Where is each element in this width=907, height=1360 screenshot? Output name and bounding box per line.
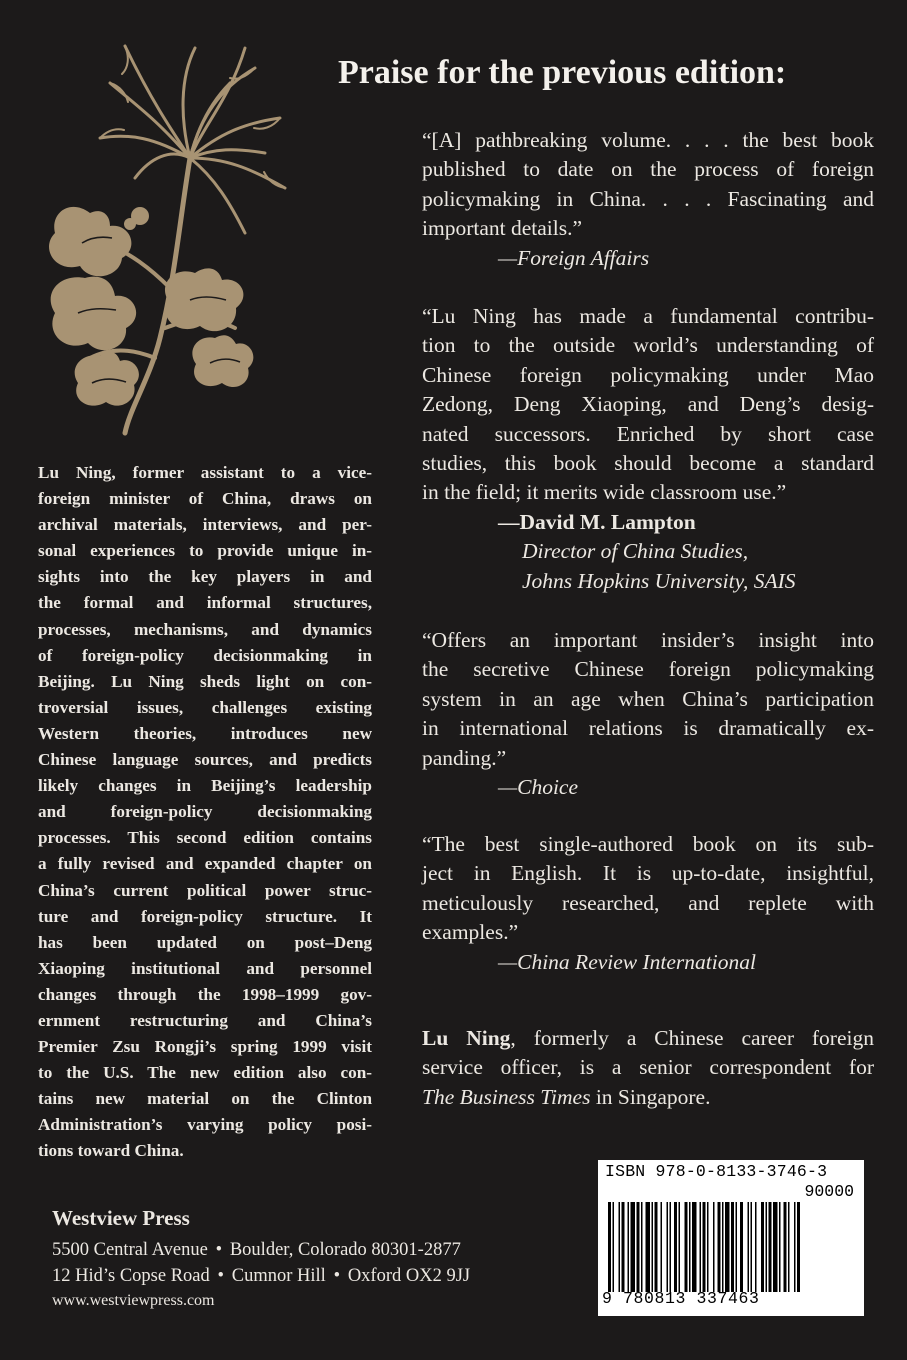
description-line: Chinese language sources, and predicts — [38, 750, 372, 770]
review-quote-foreign-affairs — [422, 126, 874, 273]
barcode-bar — [718, 1202, 721, 1292]
description-line: and foreign-policy decisionmaking — [38, 802, 372, 822]
quote-line: in international relations is dramatically ex- — [422, 716, 874, 741]
review-quote-lampton — [422, 302, 874, 596]
isbn-text: ISBN 978-0-8133-3746-3 — [605, 1162, 828, 1181]
bullet-separator: • — [215, 1240, 223, 1260]
address-city: Boulder, Colorado 80301-2877 — [229, 1240, 461, 1260]
quote-line: examples.” — [422, 920, 519, 945]
description-line: tions toward China. — [38, 1141, 184, 1161]
publisher-website: www.westviewpress.com — [52, 1292, 215, 1309]
quote-attribution: —Foreign Affairs — [498, 245, 650, 270]
quote-line: Chinese foreign policymaking under Mao — [422, 362, 874, 387]
author-name: Lu Ning — [422, 1026, 511, 1050]
description-line: ture and foreign-policy structure. It — [38, 906, 372, 926]
description-line: a fully revised and expanded chapter on — [38, 854, 372, 874]
description-line: Xiaoping institutional and personnel — [38, 958, 372, 978]
barcode-bar — [779, 1202, 781, 1292]
barcode-bar — [608, 1202, 611, 1292]
description-line: Administration’s varying policy posi- — [38, 1115, 372, 1135]
barcode-bar — [703, 1202, 706, 1292]
quote-line: panding.” — [422, 745, 507, 770]
barcode-bar — [619, 1202, 621, 1292]
quote-line: “The best single-authored book on its sub- — [422, 832, 874, 856]
bio-text: , formerly a Chinese career foreign — [510, 1026, 874, 1050]
bio-line — [422, 1024, 874, 1053]
description-line: foreign minister of China, draws on — [38, 489, 372, 509]
description-line: ernment restructuring and China’s — [38, 1010, 372, 1030]
quote-attribution: —Choice — [498, 775, 579, 800]
description-line: archival materials, interviews, and per- — [38, 515, 372, 535]
description-line: sonal experiences to provide unique in- — [38, 541, 372, 561]
barcode-bar — [725, 1202, 730, 1292]
barcode-bar — [670, 1202, 672, 1292]
description-line: China’s current political power struc- — [38, 880, 372, 900]
praise-heading: Praise for the previous edition: — [338, 54, 787, 91]
barcode-bar — [631, 1202, 636, 1292]
review-quote-china-review — [422, 830, 874, 977]
review-quote-choice — [422, 626, 874, 802]
description-line: Beijing. Lu Ning sheds light on con- — [38, 671, 372, 691]
quote-attribution: —China Review International — [498, 949, 756, 974]
barcode-bar — [700, 1202, 702, 1292]
barcode-bar — [751, 1202, 753, 1292]
barcode-bar — [646, 1202, 651, 1292]
barcode-bar — [685, 1202, 688, 1292]
barcode-bar — [707, 1202, 709, 1292]
quote-line: important details.” — [422, 216, 583, 241]
quote-attribution-affiliation: Johns Hopkins University, SAIS — [522, 568, 796, 593]
barcode-bar — [769, 1202, 772, 1292]
description-line: processes, mechanisms, and dynamics — [38, 619, 372, 639]
description-line: changes through the 1998–1999 gov- — [38, 984, 372, 1004]
quote-line: in the field; it merits wide classroom use.” — [422, 480, 787, 505]
barcode-bar — [674, 1202, 677, 1292]
barcode-bar — [736, 1202, 738, 1292]
barcode-bar — [661, 1202, 663, 1292]
description-line: Lu Ning, former assistant to a vice- — [38, 463, 372, 482]
barcode-bar — [755, 1202, 757, 1292]
quote-line: tion to the outside world’s understanding of — [422, 333, 874, 358]
barcode-bar — [652, 1202, 654, 1292]
description-line: Premier Zsu Rongji’s spring 1999 visit — [38, 1037, 372, 1057]
quote-line: meticulously researched, and replete with — [422, 890, 874, 915]
ean-digits: 9 780813 337463 — [602, 1289, 760, 1308]
barcode-bar — [667, 1202, 669, 1292]
barcode-bars — [608, 1202, 856, 1292]
publisher-name: Westview Press — [52, 1206, 190, 1230]
quote-line: “Offers an important insider’s insight into — [422, 628, 874, 652]
bio-line: service officer, is a senior correspondent for — [422, 1055, 874, 1080]
quote-attribution-title: Director of China Studies, — [522, 539, 749, 564]
address-locality: Cumnor Hill — [231, 1266, 326, 1286]
quote-attribution-name: —David M. Lampton — [498, 509, 696, 534]
quote-line: published to date on the process of foreign — [422, 157, 874, 182]
barcode-bar — [622, 1202, 625, 1292]
description-line: Western theories, introduces new — [38, 723, 372, 743]
barcode-bar — [761, 1202, 764, 1292]
quote-line: Zedong, Deng Xiaoping, and Deng’s desig- — [422, 392, 874, 417]
quote-line: “Lu Ning has made a fundamental contribu- — [422, 304, 874, 328]
description-line: sights into the key players in and — [38, 567, 372, 587]
publisher-address-uk — [52, 1263, 572, 1289]
barcode-bar — [794, 1202, 796, 1292]
barcode-bar — [613, 1202, 615, 1292]
barcode-bar — [773, 1202, 778, 1292]
description-line: troversial issues, challenges existing — [38, 697, 372, 717]
description-line: likely changes in Beijing’s leadership — [38, 776, 372, 796]
bullet-separator: • — [217, 1266, 224, 1286]
price-code: 90000 — [804, 1182, 854, 1201]
barcode-bar — [740, 1202, 743, 1292]
address-street: 5500 Central Avenue — [52, 1240, 208, 1260]
barcode-bar — [628, 1202, 630, 1292]
barcode-bar — [689, 1202, 691, 1292]
isbn-barcode — [598, 1160, 864, 1316]
description-line: processes. This second edition contains — [38, 828, 372, 848]
bio-text: in Singapore. — [590, 1084, 711, 1109]
quote-line: nated successors. Enriched by short case — [422, 421, 874, 446]
description-line: has been updated on post–Deng — [38, 932, 372, 952]
address-city: Oxford OX2 9JJ — [347, 1266, 471, 1286]
barcode-bar — [784, 1202, 787, 1292]
author-bio — [422, 1024, 874, 1112]
barcode-bar — [655, 1202, 658, 1292]
quote-line: policymaking in China. . . . Fascinating and — [422, 186, 874, 211]
description-line: of foreign-policy decisionmaking in — [38, 645, 372, 665]
barcode-bar — [766, 1202, 768, 1292]
description-line: tains new material on the Clinton — [38, 1089, 372, 1109]
barcode-bar — [722, 1202, 724, 1292]
barcode-bar — [637, 1202, 640, 1292]
barcode-bar — [731, 1202, 734, 1292]
barcode-bar — [797, 1202, 800, 1292]
barcode-bar — [713, 1202, 715, 1292]
publisher-block — [52, 1206, 572, 1313]
quote-line: studies, this book should become a standard — [422, 451, 874, 476]
publisher-address-us — [52, 1237, 572, 1263]
barcode-bar — [641, 1202, 643, 1292]
quote-line: the secretive Chinese foreign policymaking — [422, 657, 874, 682]
address-street: 12 Hid’s Copse Road — [52, 1266, 210, 1286]
barcode-bar — [679, 1202, 681, 1292]
chrysanthemum-illustration — [30, 38, 300, 438]
bio-line — [422, 1083, 874, 1112]
description-line: to the U.S. The new edition also con- — [38, 1063, 372, 1083]
quote-line: “[A] pathbreaking volume. . . . the best book — [422, 128, 874, 152]
barcode-bar — [748, 1202, 750, 1292]
quote-line: ject in English. It is up-to-date, insightful, — [422, 861, 874, 886]
quote-line: system in an age when China’s participation — [422, 686, 874, 711]
book-description — [38, 460, 372, 1165]
barcode-bar — [692, 1202, 697, 1292]
barcode-bar — [788, 1202, 790, 1292]
description-line: the formal and informal structures, — [38, 593, 372, 613]
bullet-separator: • — [333, 1266, 341, 1286]
publication-title: The Business Times — [422, 1084, 591, 1109]
